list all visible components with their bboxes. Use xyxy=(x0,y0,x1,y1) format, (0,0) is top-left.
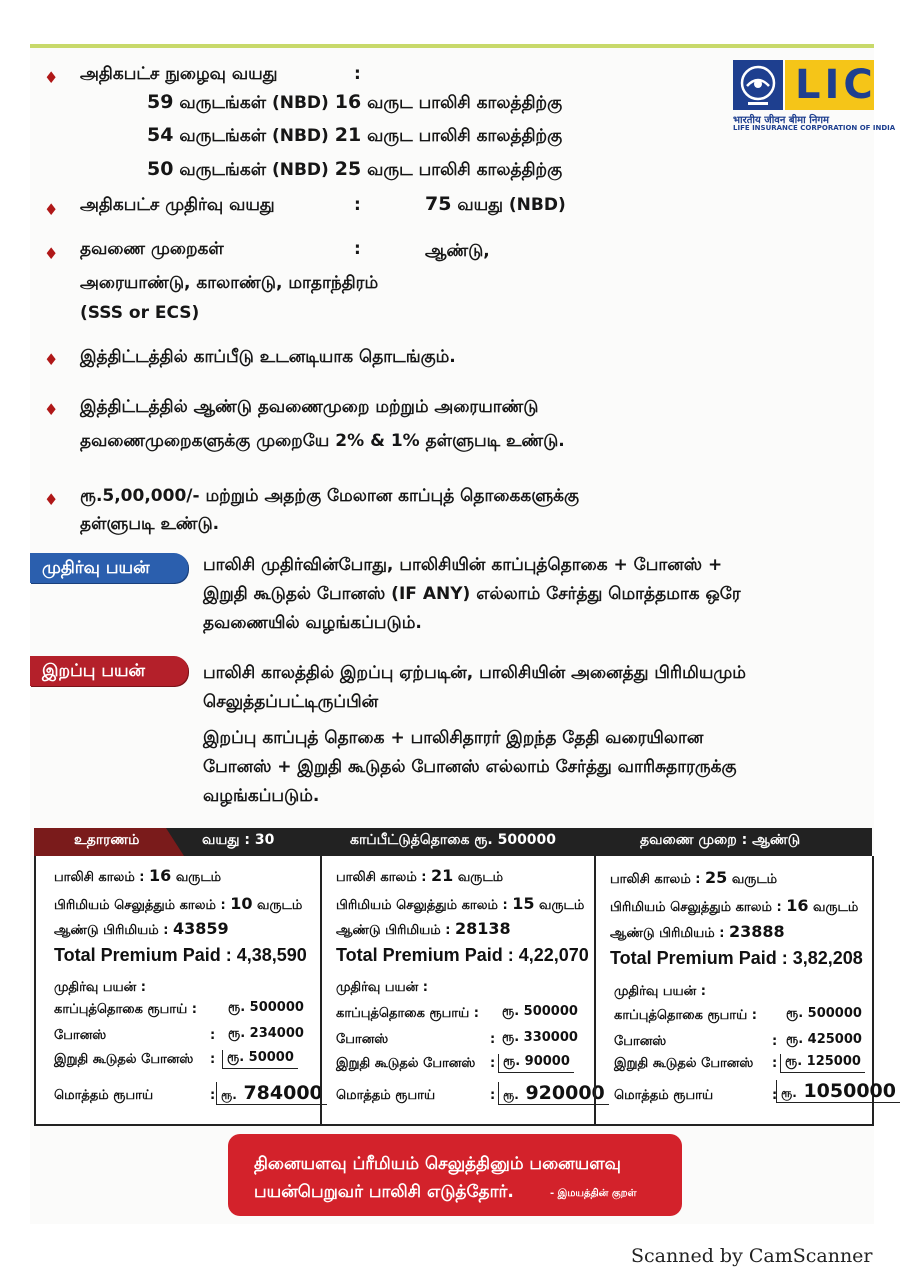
rebate-line2: தவணைமுறைகளுக்கு முறையே 2% & 1% தள்ளுபடி உண்டு. xyxy=(80,431,565,451)
max-maturity-value: 75 வயது (NBD) xyxy=(425,193,566,215)
bullet-icon: ♦ xyxy=(44,244,59,263)
term-row: பாலிசி காலம் : 21 வருடம் xyxy=(336,866,504,885)
sep: : xyxy=(490,1088,496,1103)
bonus-label: போனஸ் xyxy=(54,1028,107,1043)
total-premium-paid: Total Premium Paid : 3,82,208 xyxy=(610,948,863,968)
fab-label: இறுதி கூடுதல் போனஸ் xyxy=(54,1052,194,1067)
sep: : xyxy=(772,1088,778,1103)
example-column xyxy=(594,856,896,1124)
premium-mode-line3: (SSS or ECS) xyxy=(80,303,200,323)
sep: : xyxy=(490,1056,496,1071)
bonus-label: போனஸ் xyxy=(614,1034,667,1049)
maturity-benefit-tag: முதிர்வு பயன் xyxy=(30,553,188,583)
total-value: ரூ. 784000 xyxy=(216,1082,327,1105)
bonus-value: ரூ. 330000 xyxy=(502,1030,578,1045)
sa-label: காப்புத்தொகை ரூபாய் : xyxy=(336,1006,479,1021)
example-column xyxy=(320,856,605,1124)
annual-premium-row: ஆண்டு பிரிமியம் : 28138 xyxy=(336,919,511,938)
lic-logo-text: LIC xyxy=(795,62,877,108)
maturity-benefit-line: பாலிசி முதிர்வின்போது, பாலிசியின் காப்புத்தொகை + போனஸ் + xyxy=(203,555,723,575)
bonus-label: போனஸ் xyxy=(336,1032,389,1047)
example-mode: தவணை முறை : ஆண்டு xyxy=(640,832,801,848)
death-benefit-line: செலுத்தப்பட்டிருப்பின் xyxy=(203,692,379,712)
top-accent-line xyxy=(30,44,874,48)
lic-logo xyxy=(733,60,877,110)
sep: : xyxy=(210,1028,216,1043)
total-label: மொத்தம் ரூபாய் xyxy=(614,1088,714,1103)
example-header xyxy=(34,828,872,856)
sep: : xyxy=(210,1052,216,1067)
death-benefit-line: பாலிசி காலத்தில் இறப்பு ஏற்படின், பாலிசியின் அனைத்து பிரிமியமும் xyxy=(203,663,746,683)
sep: : xyxy=(210,1088,216,1103)
maturity-benefit-line: இறுதி கூடுதல் போனஸ் (IF ANY) எல்லாம் சேர்த்து மொத்தமாக ஒரே xyxy=(203,584,741,604)
sep: : xyxy=(772,1034,778,1049)
lic-emblem-icon xyxy=(733,60,783,110)
term-row: பாலிசி காலம் : 16 வருடம் xyxy=(54,866,222,885)
sa-label: காப்புத்தொகை ரூபாய் : xyxy=(614,1008,757,1023)
maturity-label: முதிர்வு பயன் : xyxy=(336,980,428,995)
annual-premium-row: ஆண்டு பிரிமியம் : 23888 xyxy=(610,922,785,941)
max-maturity-label: அதிகபட்ச முதிர்வு வயது xyxy=(80,195,275,215)
total-value: ரூ. 920000 xyxy=(498,1082,609,1105)
risk-cover-text: இத்திட்டத்தில் காப்பீடு உடனடியாக தொடங்கும். xyxy=(80,347,456,367)
fab-label: இறுதி கூடுதல் போனஸ் xyxy=(614,1056,754,1071)
maturity-benefit-line: தவணையில் வழங்கப்படும். xyxy=(203,613,422,633)
fab-value: ரூ. 125000 xyxy=(780,1054,865,1073)
colon: : xyxy=(354,239,361,259)
max-entry-row: 54 வருடங்கள் (NBD) 21 வருட பாலிசி காலத்திற்கு xyxy=(147,124,563,146)
total-value: ரூ. 1050000 xyxy=(776,1080,900,1103)
sep: : xyxy=(490,1032,496,1047)
sa-rebate-line2: தள்ளுபடி உண்டு. xyxy=(80,514,220,534)
colon: : xyxy=(354,195,361,215)
max-entry-row: 50 வருடங்கள் (NBD) 25 வருட பாலிசி காலத்திற்கு xyxy=(147,158,563,180)
example-age: வயது : 30 xyxy=(202,832,275,848)
premium-mode-value: ஆண்டு, xyxy=(425,241,490,261)
term-row: பாலிசி காலம் : 25 வருடம் xyxy=(610,868,778,887)
sa-label: காப்புத்தொகை ரூபாய் : xyxy=(54,1002,197,1017)
banner-line2: பயன்பெறுவர் பாலிசி எடுத்தோர். xyxy=(254,1182,514,1202)
ppt-row: பிரிமியம் செலுத்தும் காலம் : 16 வருடம் xyxy=(610,896,859,915)
death-benefit-tag: இறப்பு பயன் xyxy=(30,656,188,686)
death-benefit-line: போனஸ் + இறுதி கூடுதல் போனஸ் எல்லாம் சேர்த்து வாரிசுதாரருக்கு xyxy=(203,757,737,777)
bullet-icon: ♦ xyxy=(44,350,59,369)
colon: : xyxy=(354,64,361,84)
sa-rebate-line1: ரூ.5,00,000/- மற்றும் அதற்கு மேலான காப்புத் தொகைகளுக்கு xyxy=(80,486,580,506)
example-column xyxy=(36,856,323,1124)
max-entry-row: 59 வருடங்கள் (NBD) 16 வருட பாலிசி காலத்திற்கு xyxy=(147,91,563,113)
banner-line1: தினையளவு ப்ரீமியம் செலுத்தினும் பனையளவு xyxy=(254,1154,621,1174)
annual-premium-row: ஆண்டு பிரிமியம் : 43859 xyxy=(54,919,229,938)
bullet-icon: ♦ xyxy=(44,200,59,219)
banner-attribution: - இமயத்தின் குறள் xyxy=(550,1188,637,1199)
example-sum-assured: காப்பீட்டுத்தொகை ரூ. 500000 xyxy=(350,832,557,848)
lic-english-name: LIFE INSURANCE CORPORATION OF INDIA xyxy=(733,124,896,132)
sa-value: ரூ. 500000 xyxy=(502,1004,578,1019)
fab-label: இறுதி கூடுதல் போனஸ் xyxy=(336,1056,476,1071)
sep: : xyxy=(772,1056,778,1071)
maturity-label: முதிர்வு பயன் : xyxy=(614,984,706,999)
premium-mode-line2: அரையாண்டு, காலாண்டு, மாதாந்திரம் xyxy=(80,273,379,293)
lic-hindi-name: भारतीय जीवन बीमा निगम xyxy=(733,115,829,126)
ppt-row: பிரிமியம் செலுத்தும் காலம் : 10 வருடம் xyxy=(54,894,303,913)
quote-banner xyxy=(228,1134,682,1216)
total-premium-paid: Total Premium Paid : 4,38,590 xyxy=(54,945,307,965)
death-benefit-line: வழங்கப்படும். xyxy=(203,786,320,806)
bonus-value: ரூ. 425000 xyxy=(786,1032,862,1047)
ppt-row: பிரிமியம் செலுத்தும் காலம் : 15 வருடம் xyxy=(336,894,585,913)
bonus-value: ரூ. 234000 xyxy=(228,1026,304,1041)
example-label: உதாரணம் xyxy=(74,832,140,848)
total-label: மொத்தம் ரூபாய் xyxy=(54,1088,154,1103)
fab-value: ரூ. 90000 xyxy=(498,1054,574,1073)
bullet-icon: ♦ xyxy=(44,68,59,87)
bullet-icon: ♦ xyxy=(44,490,59,509)
example-table xyxy=(34,856,896,1126)
maturity-label: முதிர்வு பயன் : xyxy=(54,980,146,995)
max-entry-label: அதிகபட்ச நுழைவு வயது xyxy=(80,64,278,84)
sa-value: ரூ. 500000 xyxy=(786,1006,862,1021)
bullet-icon: ♦ xyxy=(44,400,59,419)
rebate-line1: இத்திட்டத்தில் ஆண்டு தவணைமுறை மற்றும் அரையாண்டு xyxy=(80,397,539,417)
total-premium-paid: Total Premium Paid : 4,22,070 xyxy=(336,945,589,965)
fab-value: ரூ. 50000 xyxy=(222,1050,298,1069)
scanner-watermark: Scanned by CamScanner xyxy=(631,1245,873,1267)
total-label: மொத்தம் ரூபாய் xyxy=(336,1088,436,1103)
sa-value: ரூ. 500000 xyxy=(228,1000,304,1015)
death-benefit-line: இறப்பு காப்புத் தொகை + பாலிசிதாரர் இறந்த தேதி வரையிலான xyxy=(203,728,704,748)
premium-mode-label: தவணை முறைகள் xyxy=(80,239,224,259)
